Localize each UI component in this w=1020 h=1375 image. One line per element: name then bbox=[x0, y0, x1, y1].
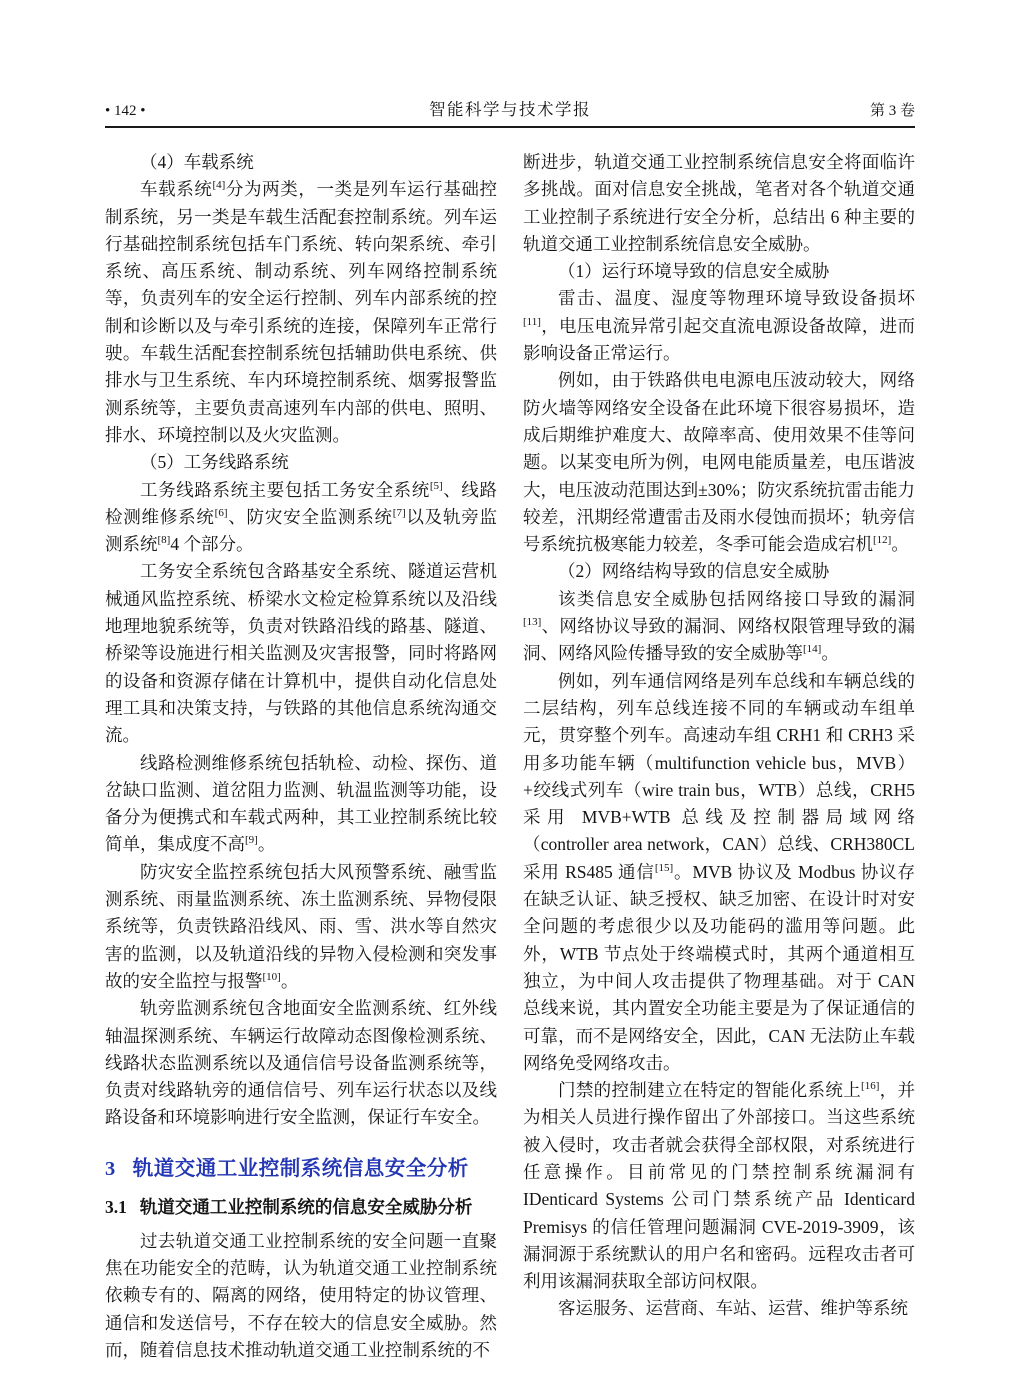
body-paragraph: 工务线路系统主要包括工务安全系统[5]、线路检测维修系统[6]、防灾安全监测系统[7]以及轨旁监测系统[8]4 个部分。 bbox=[105, 479, 498, 555]
body-paragraph: 工务安全系统包含路基安全系统、隧道运营机械通风监控系统、桥梁水文检定检算系统以及沿线地理地貌系统等，负责对铁路沿线的路基、隧道、桥梁等设施进行相关监测及灾害报警，同时将路网的设备和资源存储在计算机中，提供自动化信息处理工具和决策支持，与铁路的其他信息系统沟通交流。 bbox=[105, 561, 497, 746]
body-paragraph: 该类信息安全威胁包括网络接口导致的漏洞[13]、网络协议导致的漏洞、网络权限管理导致的漏洞、网络风险传播导致的安全威胁等[14]。 bbox=[523, 588, 915, 664]
body-paragraph: 雷击、温度、湿度等物理环境导致设备损坏[11]，电压电流异常引起交直流电源设备故障，进而影响设备正常运行。 bbox=[523, 288, 915, 364]
body-paragraph: 轨旁监测系统包含地面安全监测系统、红外线轴温探测系统、车辆运行故障动态图像检测系统、线路状态监测系统以及通信信号设备监测系统等，负责对线路轨旁的通信信号、列车运行状态以及线路设备和环境影响进行安全监测，保证行车安全。 bbox=[105, 998, 497, 1128]
right-column bbox=[523, 149, 915, 1364]
numbered-item-heading: （2）网络结构导致的信息安全威胁 bbox=[558, 561, 830, 582]
reference-marker: [12] bbox=[873, 534, 892, 547]
subsection-heading bbox=[105, 1194, 497, 1219]
reference-marker: [14] bbox=[803, 643, 822, 656]
reference-marker: [5] bbox=[429, 479, 443, 492]
body-paragraph: 线路检测维修系统包括轨检、动检、探伤、道岔缺口监测、道岔阻力监测、轨温监测等功能，设备分为便携式和车载式两种，其工业控制系统比较简单，集成度不高[9]。 bbox=[105, 752, 497, 855]
section-heading bbox=[105, 1151, 497, 1181]
reference-marker: [10] bbox=[262, 971, 281, 984]
body-paragraph: 车载系统[4]分为两类，一类是列车运行基础控制系统，另一类是车载生活配套控制系统。列车运行基础控制系统包括车门系统、转向架系统、牵引系统、高压系统、制动系统、列车网络控制系统等，负责列车的安全运行控制、列车内部系统的控制和诊断以及与牵引系统的连接，保障列车正常行驶。车载生活配套控制系统包括辅助供电系统、供排水与卫生系统、车内环境控制系统、烟雾报警监测系统等，主要负责高速列车内部的供电、照明、排水、环境控制以及火灾监测。 bbox=[105, 179, 498, 445]
body-paragraph: 门禁的控制建立在特定的智能化系统上[16]，并为相关人员进行操作留出了外部接口。当这些系统被入侵时，攻击者就会获得全部权限，对系统进行任意操作。目前常见的门禁控制系统漏洞有 IDenticard Systems 公司门禁系统产品 Identicard Premisys 的信任管理问题漏洞 CVE-2019-3909，该漏洞源于系统默认的用户名和密码。远程攻击者可利用该漏洞获取全部访问权限。 bbox=[523, 1080, 916, 1292]
body-paragraph: 客运服务、运营商、车站、运营、维护等系统 bbox=[558, 1298, 908, 1319]
numbered-item-heading: （1）运行环境导致的信息安全威胁 bbox=[558, 261, 830, 282]
reference-marker: [15] bbox=[654, 861, 674, 874]
body-paragraph: 例如，由于铁路供电电源电压波动较大，网络防火墙等网络安全设备在此环境下很容易损坏，造成后期维护难度大、故障率高、使用效果不佳等问题。以某变电所为例，电网电能质量差，电压谐波大，电压波动范围达到±30%；防灾系统抗雷击能力较差，汛期经常遭雷击及雨水侵蚀而损坏；轨旁信号系统抗极寒能力较差，冬季可能会造成宕机[12]。 bbox=[523, 370, 915, 555]
numbered-item-heading: （5）工务线路系统 bbox=[140, 452, 289, 473]
reference-marker: [9] bbox=[245, 834, 258, 847]
reference-marker: [6] bbox=[214, 507, 228, 520]
left-column bbox=[105, 149, 497, 1364]
volume-label: 第 3 卷 bbox=[869, 103, 915, 119]
numbered-item-heading: （4）车载系统 bbox=[140, 152, 254, 172]
page-header bbox=[105, 96, 915, 120]
reference-marker: [11] bbox=[523, 315, 541, 328]
body-paragraph: 例如，列车通信网络是列车总线和车辆总线的二层结构，列车总线连接不同的车辆或动车组单元，贯穿整个列车。高速动车组 CRH1 和 CRH3 采用多功能车辆（multifunction vehicle bus，MVB）+绞线式列车（wire train bus，WTB）总线，CRH5 采用 MVB+WTB 总线及控制器局域网络（controller area network，CAN）总线、CRH380CL 采用 RS485 通信[15]。MVB 协议及 Modbus 协议存在缺乏认证、缺乏授权、缺乏加密、在设计时对安全问题的考虑很少以及功能码的滥用等问题。此外，WTB 节点处于终端模式时，其两个通道相互独立，为中间人攻击提供了物理基础。对于 CAN 总线来说，其内置安全功能主要是为了保证通信的可靠，而不是网络安全，因此，CAN 无法防止车载网络免受网络攻击。 bbox=[523, 670, 916, 1073]
heading-number: 3.1 bbox=[105, 1196, 127, 1217]
reference-marker: [8] bbox=[157, 534, 171, 547]
header-rule bbox=[105, 126, 915, 128]
reference-marker: [4] bbox=[212, 179, 226, 192]
body-paragraph: 断进步，轨道交通工业控制系统信息安全将面临许多挑战。面对信息安全挑战，笔者对各个轨道交通工业控制子系统进行安全分析，总结出 6 种主要的轨道交通工业控制系统信息安全威胁。 bbox=[523, 152, 915, 254]
reference-marker: [7] bbox=[392, 507, 406, 520]
reference-marker: [13] bbox=[523, 616, 542, 629]
body-paragraph: 防灾安全监控系统包括大风预警系统、融雪监测系统、雨量监测系统、冻土监测系统、异物侵限系统等，负责铁路沿线风、雨、雪、洪水等自然灾害的监测，以及轨道沿线的异物入侵检测和突发事故的安全监控与报警[10]。 bbox=[105, 861, 497, 991]
two-column-body bbox=[105, 149, 915, 1364]
reference-marker: [16] bbox=[861, 1080, 880, 1093]
page-number: • 142 • bbox=[105, 103, 146, 119]
heading-title: 轨道交通工业控制系统信息安全分析 bbox=[132, 1156, 469, 1180]
heading-number: 3 bbox=[105, 1157, 116, 1180]
body-paragraph: 过去轨道交通工业控制系统的安全问题一直聚焦在功能安全的范畴，认为轨道交通工业控制系统依赖专有的、隔离的网络，使用特定的协议管理、通信和发送信号，不存在较大的信息安全威胁。然而，随着信息技术推动轨道交通工业控制系统的不 bbox=[105, 1230, 497, 1360]
journal-title: 智能科学与技术学报 bbox=[429, 100, 591, 119]
heading-title: 轨道交通工业控制系统的信息安全威胁分析 bbox=[139, 1196, 473, 1217]
